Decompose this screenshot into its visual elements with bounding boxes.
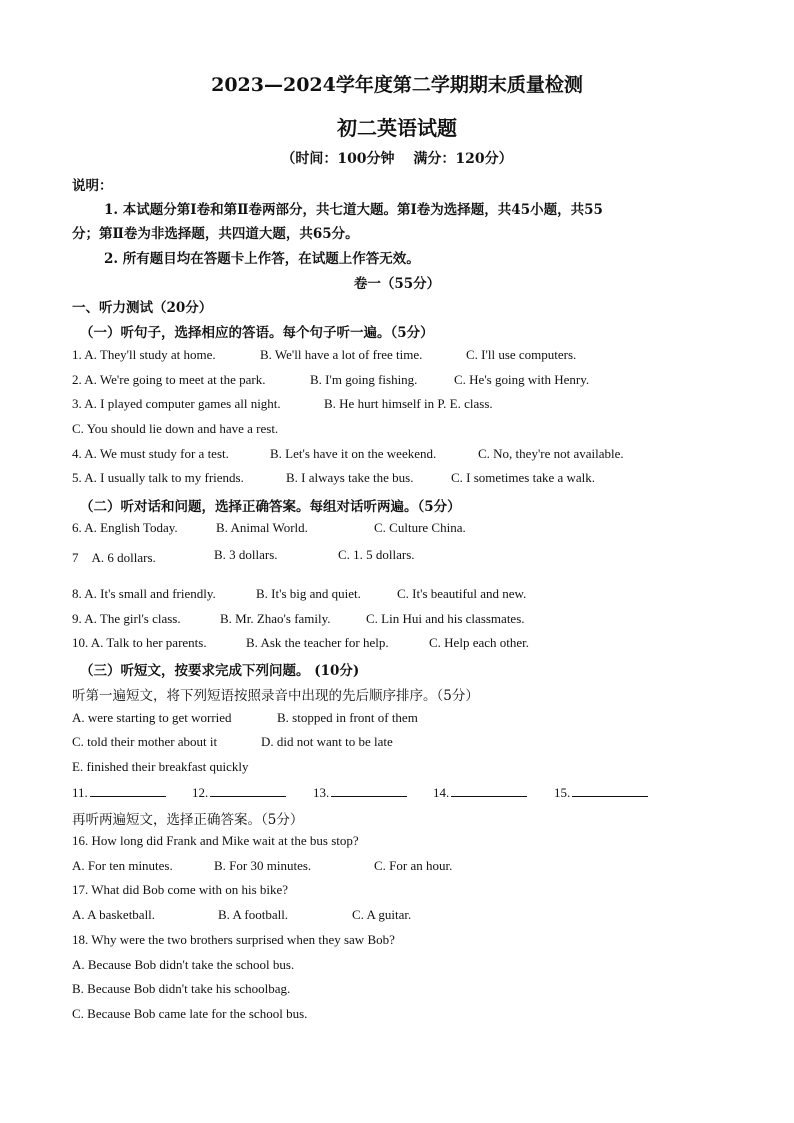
phrase-c: C. told their mother about it [72,734,218,749]
phrase-b: B. stopped in front of them [277,710,418,725]
part3-instruction-2: 再听两遍短文，选择正确答案。（5分） [72,812,304,828]
q2-option-b[interactable]: B. I'm going fishing. [310,372,418,387]
q3-option-a[interactable]: 3. A. I played computer games all night. [72,396,281,411]
q8-option-b[interactable]: B. It's big and quiet. [256,586,361,601]
q1-option-b[interactable]: B. We'll have a lot of free time. [260,347,423,362]
q18-option-a[interactable]: A. Because Bob didn't take the school bus. [72,957,295,972]
question-9 [0,611,794,629]
q7-option-c[interactable]: C. 1. 5 dollars. [338,547,415,562]
phrase-e: E. finished their breakfast quickly [72,759,249,774]
phrases-row-2 [0,734,794,752]
q18-option-b[interactable]: B. Because Bob didn't take his schoolbag. [72,981,291,996]
q16-option-b[interactable]: B. For 30 minutes. [214,858,312,873]
q2-option-c[interactable]: C. He's going with Henry. [454,372,590,387]
q7-option-b[interactable]: B. 3 dollars. [214,547,278,562]
question-3-cont [0,421,794,439]
q4-option-c[interactable]: C. No, they're not available. [478,446,624,461]
q18-stem: 18. Why were the two brothers surprised when they saw Bob? [72,932,395,947]
question-16 [0,858,794,876]
q10-option-c[interactable]: C. Help each other. [429,635,529,650]
question-17 [0,907,794,925]
q9-option-b[interactable]: B. Mr. Zhao's family. [220,611,331,626]
blank-15-label: 15. [554,785,571,800]
phrase-a: A. were starting to get worried [72,710,232,725]
blank-11-label: 11. [72,785,88,800]
question-2 [0,372,794,390]
question-7 [0,547,794,565]
blank-15[interactable] [554,784,648,801]
part2-title: （二）听对话和问题，选择正确答案。每组对话听两遍。（5分） [80,499,461,515]
exam-subtitle: 初二英语试题 [337,116,457,140]
q5-option-a[interactable]: 5. A. I usually talk to my friends. [72,470,244,485]
phrases-row-3 [0,759,794,777]
q8-option-a[interactable]: 8. A. It's small and friendly. [72,586,216,601]
blank-14-line [451,784,527,797]
blank-12-line [210,784,286,797]
blank-14-label: 14. [433,785,450,800]
q6-option-a[interactable]: 6. A. English Today. [72,520,178,535]
blanks-row [0,784,794,802]
q7-option-a[interactable]: 7 A. 6 dollars. [72,550,156,565]
q5-option-c[interactable]: C. I sometimes take a walk. [451,470,596,485]
q16-option-c[interactable]: C. For an hour. [374,858,453,873]
q17-option-a[interactable]: A. A basketball. [72,907,156,922]
q3-option-b[interactable]: B. He hurt himself in P. E. class. [324,396,493,411]
q5-option-b[interactable]: B. I always take the bus. [286,470,414,485]
phrases-row-1 [0,710,794,728]
q2-option-a[interactable]: 2. A. We're going to meet at the park. [72,372,266,387]
q17-option-b[interactable]: B. A football. [218,907,289,922]
question-8 [0,586,794,604]
instruction-item1-line1: 1. 本试题分第Ⅰ卷和第Ⅱ卷两部分，共七道大题。第Ⅰ卷为选择题，共45小题，共55 [104,202,603,218]
part3-title: （三）听短文，按要求完成下列问题。 (10分) [80,663,360,679]
q10-option-b[interactable]: B. Ask the teacher for help. [246,635,389,650]
blank-12-label: 12. [192,785,209,800]
q3-option-c[interactable]: C. You should lie down and have a rest. [72,421,279,436]
blank-15-line [572,784,648,797]
instructions-label: 说明： [72,178,113,194]
question-5 [0,470,794,488]
blank-13-line [331,784,407,797]
phrase-d: D. did not want to be late [261,734,393,749]
blank-11-line [90,784,166,797]
blank-13[interactable] [313,784,407,801]
instruction-item1-line2: 分；第Ⅱ卷为非选择题，共四道大题，共65分。 [72,226,359,242]
q10-option-a[interactable]: 10. A. Talk to her parents. [72,635,207,650]
instruction-item2: 2. 所有题目均在答题卡上作答，在试题上作答无效。 [104,251,420,267]
part3-instruction-1: 听第一遍短文，将下列短语按照录音中出现的先后顺序排序。（5分） [72,688,479,704]
part1-title: （一）听句子，选择相应的答语。每个句子听一遍。（5分） [80,325,434,341]
q4-option-b[interactable]: B. Let's have it on the weekend. [270,446,437,461]
q8-option-c[interactable]: C. It's beautiful and new. [397,586,527,601]
q17-option-c[interactable]: C. A guitar. [352,907,412,922]
blank-12[interactable] [192,784,286,801]
question-6 [0,520,794,538]
blank-11[interactable] [72,784,166,801]
q16-option-a[interactable]: A. For ten minutes. [72,858,173,873]
blank-14[interactable] [433,784,527,801]
q6-option-c[interactable]: C. Culture China. [374,520,466,535]
question-10 [0,635,794,653]
question-1 [0,347,794,365]
q18-option-c[interactable]: C. Because Bob came late for the school bus. [72,1006,308,1021]
q6-option-b[interactable]: B. Animal World. [216,520,308,535]
q4-option-a[interactable]: 4. A. We must study for a test. [72,446,229,461]
q9-option-a[interactable]: 9. A. The girl's class. [72,611,181,626]
volume-label: 卷一（55分） [353,276,441,292]
q17-stem: 17. What did Bob come with on his bike? [72,882,289,897]
blank-13-label: 13. [313,785,330,800]
q1-option-c[interactable]: C. I'll use computers. [466,347,577,362]
exam-title: 2023—2024学年度第二学期期末质量检测 [211,74,583,96]
q16-stem: 16. How long did Frank and Mike wait at the bus stop? [72,833,359,848]
section1-title: 一、听力测试（20分） [72,300,213,316]
question-3 [0,396,794,414]
question-4 [0,446,794,464]
time-info: （时间：100分钟 满分：120分） [281,151,513,167]
q1-option-a[interactable]: 1. A. They'll study at home. [72,347,216,362]
q9-option-c[interactable]: C. Lin Hui and his classmates. [366,611,525,626]
